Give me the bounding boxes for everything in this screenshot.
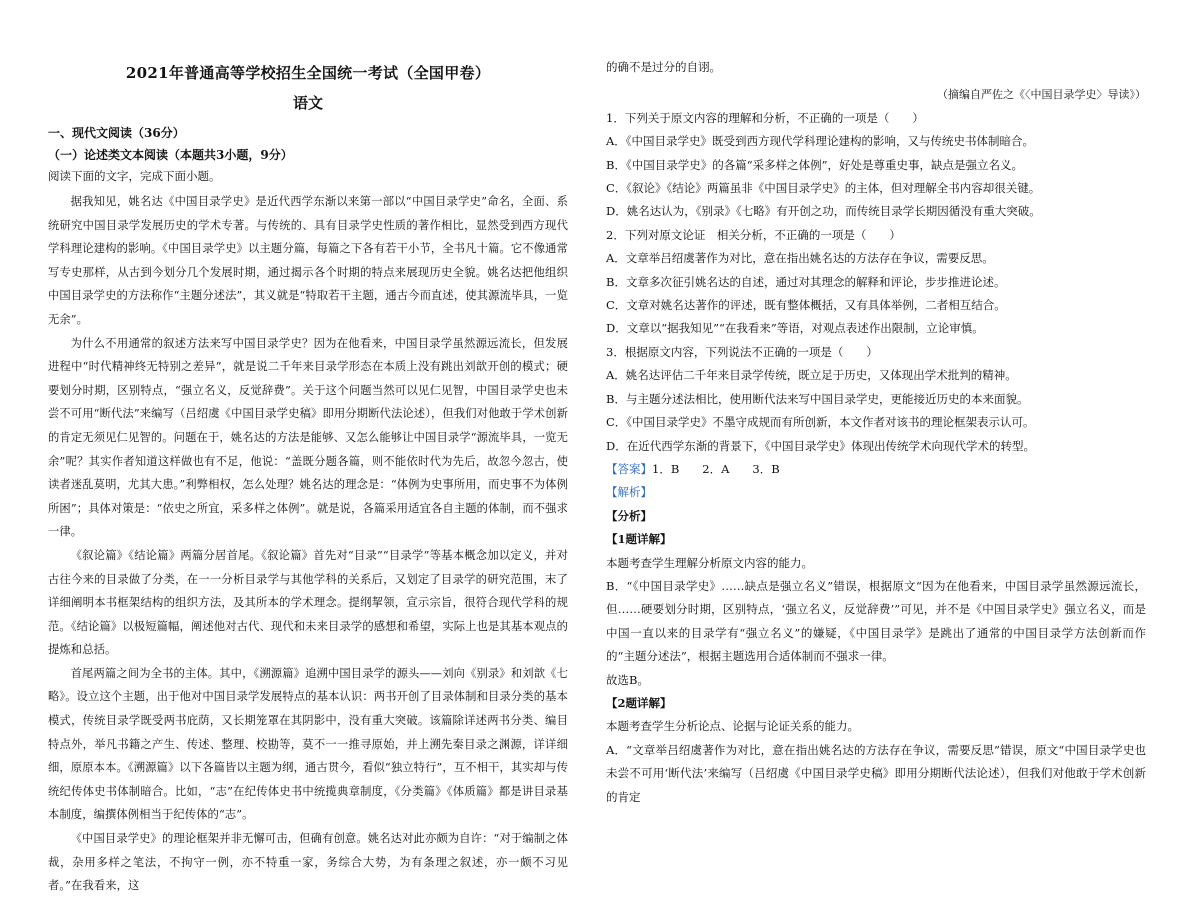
- q1-intro: 本题考查学生理解分析原文内容的能力。: [606, 555, 813, 570]
- q2-intro: 本题考查学生分析论点、论据与论证关系的能力。: [606, 719, 859, 734]
- option-a: A．文章举吕绍虞著作为对比，意在指出姚名达的方法存在争议，需要反思。: [606, 251, 994, 266]
- subject-title: 语文: [292, 94, 323, 112]
- section-subheading: （一）论述类文本阅读（本题共3小题，9分）: [48, 148, 293, 162]
- passage-citation: （摘编自严佐之《〈中国目录学史〉导读》）: [937, 88, 1146, 102]
- answer-label: 【答案】: [606, 461, 652, 476]
- option-d: D．姚名达认为，《别录》《七略》有开创之功，而传统目录学长期因循没有重大突破。: [606, 204, 1041, 219]
- question-1: [606, 107, 1146, 224]
- q1-body: B．“《中国目录学史》……缺点是强立名义”错误，根据原文“因为在他看来，中国目录学虽然源远流长，但……硬要划分时期，区别特点，‘强立名义，反觉辞费’”可见，并不是《中国目录学史》强立名义，而是中国一直以来的目录学有“强立名义”的嫌疑，《中国目录学》是跳出了通常的中国目录学方法创新而作的“主题分述法”，根据主题选用合适体制而不强求一律。: [606, 578, 1146, 664]
- page-title: 2021年普通高等学校招生全国统一考试（全国甲卷）: [125, 64, 491, 82]
- passage-paragraph: 《叙论篇》《结论篇》两篇分居首尾。《叙论篇》首先对“目录”“目录学”等基本概念加以定义，并对古往今来的目录做了分类，在一一分析目录学与其他学科的关系后，又划定了目录学的研究范围，末了详细阐明本书框架结构的组织方法，及其所本的学术理念。提纲挈领，宣示宗旨，很符合现代学科的规范。《结论篇》以极短篇幅，阐述他对古代、现代和未来目录学的感想和希望，实际上也是其基本观点的提炼和总括。: [48, 548, 568, 657]
- question-3: [606, 341, 1146, 458]
- passage-paragraph: 据我知见，姚名达《中国目录学史》是近代西学东渐以来第一部以“中国目录学史”命名，全面、系统研究中国目录学发展历史的学术专著。与传统的、具有目录学史性质的著作相比，显然受到西方现代学科理论建构的影响。《中国目录学史》以主题分篇，每篇之下各有若干小节，全书凡十篇。它不像通常写专史那样，从古到今划分几个发展时期，通过揭示各个时期的特点来展现历史全貌。姚名达把他组织中国目录学史的方法称作“主题分述法”，其义就是“特取若干主题，通古今而直述，使其源流毕具，一览无余”。: [48, 195, 568, 326]
- option-d: D．文章以“据我知见”“在我看来”等语，对观点表述作出限制，立论审慎。: [606, 321, 984, 336]
- option-b: B．文章多次征引姚名达的自述，通过对其理念的解释和评论，步步推进论述。: [606, 274, 1006, 289]
- instruction-text: 阅读下面的文字，完成下面小题。: [48, 169, 221, 183]
- question-stem: 3．根据原文内容，下列说法不正确的一项是（ ）: [606, 344, 878, 359]
- q2-detail-label: 【2题详解】: [606, 695, 672, 710]
- section-heading: 一、现代文阅读（36分）: [48, 126, 185, 140]
- option-b: B．《中国目录学史》的各篇“采多样之体例”，好处是尊重史事，缺点是强立名义。: [606, 157, 1023, 172]
- q2-body: A．“文章举吕绍虞著作为对比，意在指出姚名达的方法存在争议，需要反思”错误，原文“中国目录学史也未尝不可用‘断代法’来编写（吕绍虞《中国目录学史稿》即用分期断代法论述），但我们对他敢于学术创新的肯定: [606, 742, 1146, 804]
- passage-paragraph: 首尾两篇之间为全书的主体。其中，《溯源篇》追溯中国目录学的源头——刘向《别录》和刘歆《七略》。设立这个主题，出于他对中国目录学发展特点的基本认识：两书开创了目录体制和目录分类的基本模式，传统目录学既受两书庇荫，又长期笼罩在其阴影中，没有重大突破。该篇除详述两书分类、编目特点外，举凡书籍之产生、传述、整理、校勘等，莫不一一推寻原始，并上溯先秦目录之渊源，详详细细，原原本本。《溯源篇》以下各篇皆以主题为纲，通古贯今，看似“独立特行”，互不相干，其实却与传统纪传体史书体制暗合。比如，“志”在纪传体史书中统揽典章制度，《分类篇》《体质篇》都是讲目录基本制度，编撰体例相当于纪传体的“志”。: [48, 666, 568, 822]
- option-c: C．《中国目录学史》不墨守成规而有所创新，本文作者对该书的理论框架表示认可。: [606, 415, 1035, 430]
- question-stem: 1．下列关于原文内容的理解和分析，不正确的一项是（ ）: [606, 110, 924, 125]
- analysis-label: 【解析】: [606, 485, 652, 500]
- q1-detail-label: 【1题详解】: [606, 532, 672, 547]
- reading-passage: [48, 190, 568, 898]
- question-stem: 2．下列对原文论证 相关分析，不正确的一项是（ ）: [606, 227, 901, 242]
- fenxi-label: 【分析】: [606, 508, 652, 523]
- option-d: D．在近代西学东渐的背景下，《中国目录学史》体现出传统学术向现代学术的转型。: [606, 438, 1035, 453]
- option-c: C．《叙论》《结论》两篇虽非《中国目录学史》的主体，但对理解全书内容却很关键。: [606, 181, 1041, 196]
- option-c: C．文章对姚名达著作的评述，既有整体概括，又有具体举例，二者相互结合。: [606, 298, 1006, 313]
- option-a: A．《中国目录学史》既受到西方现代学科理论建构的影响，又与传统史书体制暗合。: [606, 134, 1035, 149]
- answer-line: [606, 458, 1146, 481]
- passage-paragraph: 《中国目录学史》的理论框架并非无懈可击，但确有创意。姚名达对此亦颇为自许：“对于编制之体裁，杂用多样之笔法，不拘守一例，亦不特重一家，务综合大势，为有条理之叙述，亦一颇不习见者。”在我看来，这: [48, 832, 568, 893]
- passage-continuation: 的确不是过分的自诩。: [606, 60, 721, 74]
- right-column: [606, 56, 1146, 809]
- option-b: B．与主题分述法相比，使用断代法来写中国目录学史，更能接近历史的本来面貌。: [606, 391, 1029, 406]
- passage-paragraph: 为什么不用通常的叙述方法来写中国目录学史？因为在他看来，中国目录学虽然源远流长，但发展进程中“时代精神终无特别之差异”，就是说二千年来目录学形态在本质上没有跳出刘歆开创的模式；硬要划分时期，区别特点，“强立名义，反觉辞费”。关于这个问题当然可以见仁见智，中国目录学史也未尝不可用“断代法”来编写（吕绍虞《中国目录学史稿》即用分期断代法论述），但我们对他敢于学术创新的肯定无须见仁见智的。问题在于，姚名达的方法是能够、又怎么能够让中国目录学“源流毕具，一览无余”呢？其实作者知道这样做也有不足，他说：“盖既分题各篇，则不能依时代为先后，故忽今忽古，使读者迷乱莫明，尤其大患。”利弊相权，怎么处理？姚名达的理念是：“体例为史事所用，而史事不为体例所困”；具体对策是：“依史之所宜，采多样之体例”。就是说，各篇采用适宜各自主题的体制，而不强求一律。: [48, 336, 568, 539]
- option-a: A．姚名达评估二千年来目录学传统，既立足于历史，又体现出学术批判的精神。: [606, 368, 1017, 383]
- question-2: [606, 224, 1146, 341]
- answer-text: 1．B 2．A 3．B: [652, 461, 780, 476]
- q1-choice: 故选B。: [606, 672, 649, 687]
